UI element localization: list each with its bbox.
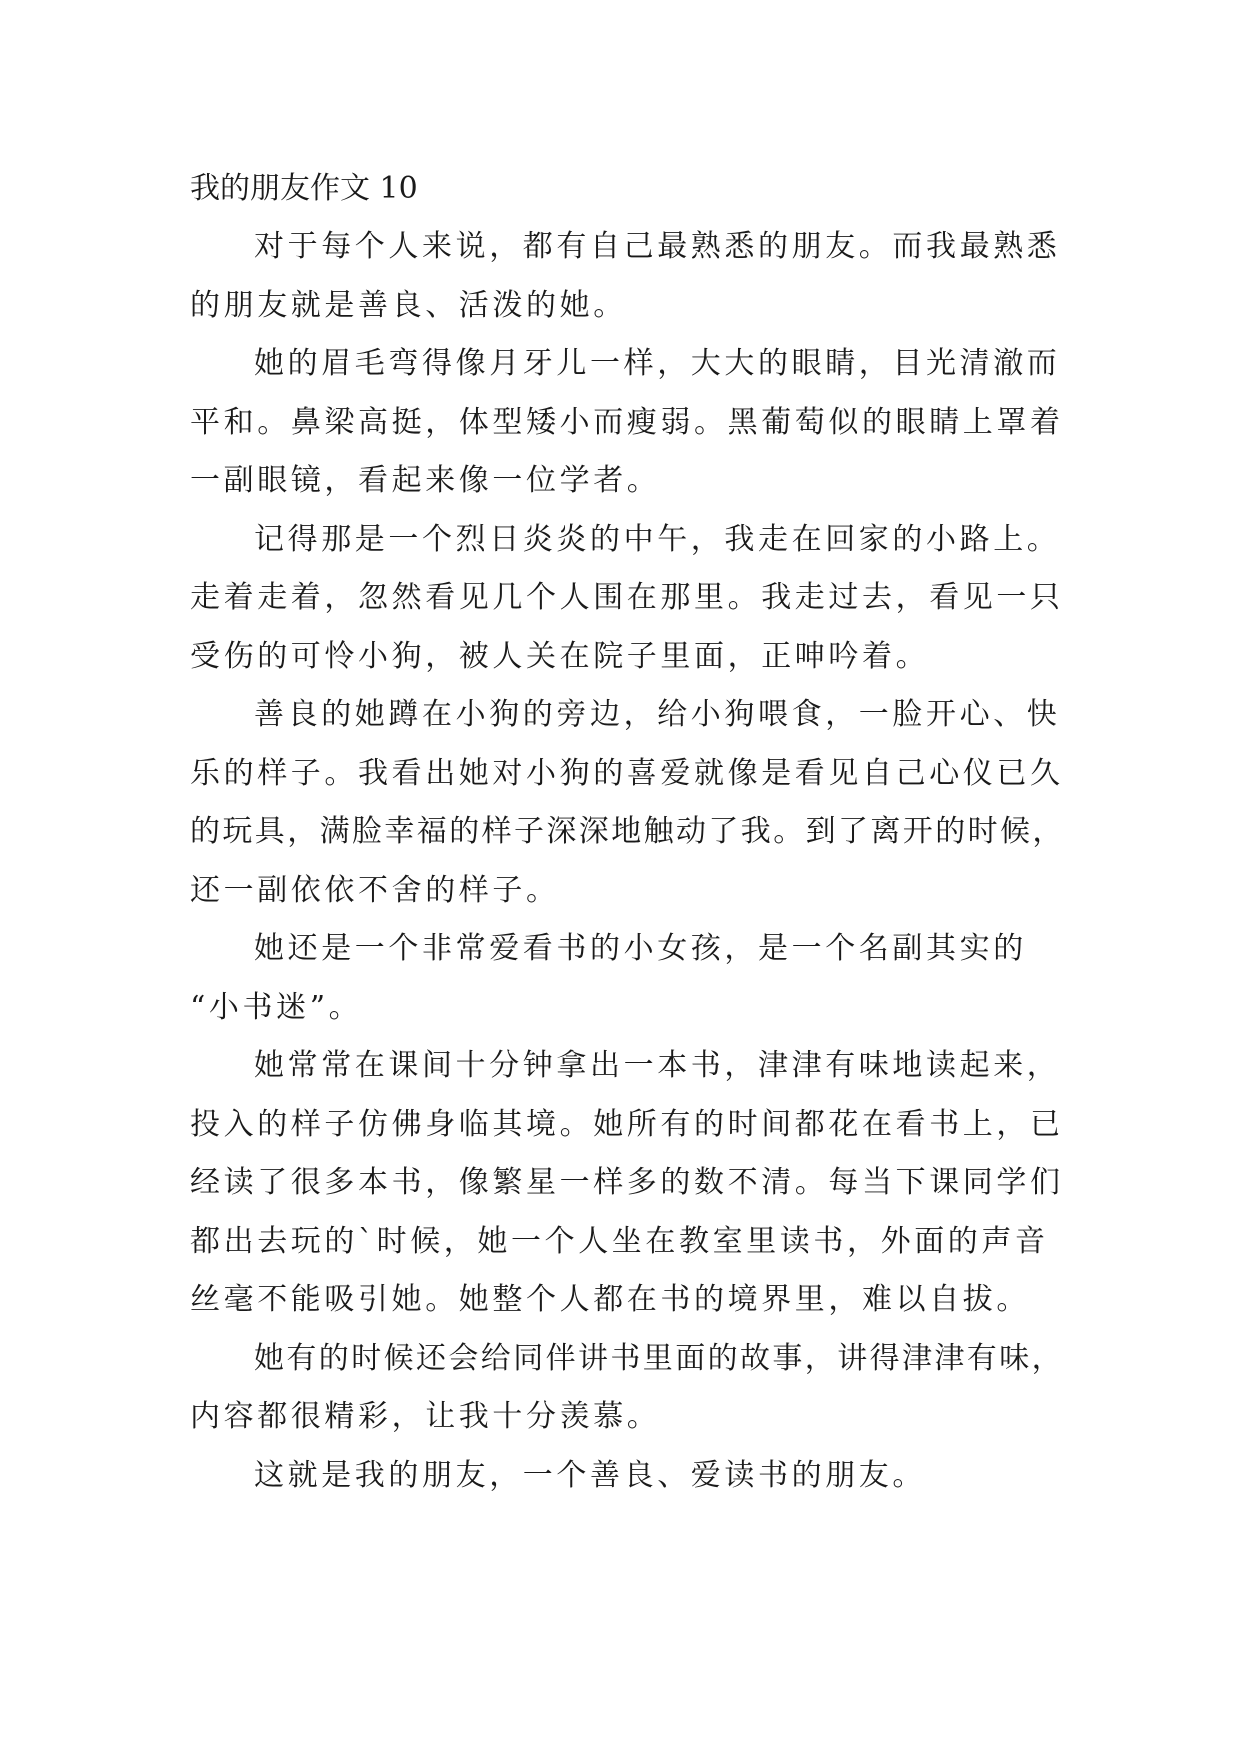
paragraph-line: 还一副依依不舍的样子。	[190, 872, 560, 908]
paragraph-line: 她有的时候还会给同伴讲书里面的故事，讲得津津有味，	[254, 1340, 1064, 1376]
paragraph-line: 乐的样子。我看出她对小狗的喜爱就像是看见自己心仪已久	[190, 755, 1064, 791]
paragraph	[190, 1447, 1070, 1506]
paragraph-line: 她的眉毛弯得像月牙儿一样，大大的眼睛，目光清澈而	[254, 346, 1061, 381]
paragraph-line: 这就是我的朋友，一个善良、爱读书的朋友。	[254, 1457, 926, 1493]
paragraph	[190, 1037, 1070, 1330]
paragraph	[190, 218, 1070, 335]
paragraph-line: 的朋友就是善良、活泼的她。	[190, 287, 627, 323]
paragraph-line: 她常常在课间十分钟拿出一本书，津津有味地读起来，	[254, 1048, 1061, 1083]
paragraph-line: 都出去玩的`时候，她一个人坐在教室里读书，外面的声音	[190, 1223, 1049, 1259]
paragraph	[190, 335, 1070, 511]
document-body	[190, 160, 1070, 1505]
paragraph-line: 投入的样子仿佛身临其境。她所有的时间都花在看书上，已	[190, 1106, 1064, 1142]
paragraph-line: 经读了很多本书，像繁星一样多的数不清。每当下课同学们	[190, 1165, 1064, 1200]
paragraph	[190, 511, 1070, 687]
paragraph-line: 内容都很精彩，让我十分羡慕。	[190, 1399, 661, 1434]
paragraph	[190, 920, 1070, 1037]
paragraph-line: 她还是一个非常爱看书的小女孩，是一个名副其实的	[254, 931, 1027, 966]
paragraph-line: “小书迷”。	[190, 989, 363, 1025]
paragraph-line: 善良的她蹲在小狗的旁边，给小狗喂食，一脸开心、快	[254, 697, 1061, 732]
paragraph-line: 记得那是一个烈日炎炎的中午，我走在回家的小路上。	[254, 521, 1061, 557]
paragraph	[190, 686, 1070, 920]
paragraph-line: 平和。鼻梁高挺，体型矮小而瘦弱。黑葡萄似的眼睛上罩着	[190, 404, 1064, 440]
paragraph	[190, 1330, 1070, 1447]
document-title: 我的朋友作文 10	[190, 171, 418, 206]
paragraph-line: 走着走着，忽然看见几个人围在那里。我走过去，看见一只	[190, 580, 1064, 615]
paragraph-line: 的玩具，满脸幸福的样子深深地触动了我。到了离开的时候，	[190, 814, 1065, 849]
paragraph-line: 受伤的可怜小狗，被人关在院子里面，正呻吟着。	[190, 638, 930, 674]
paragraph-line: 一副眼镜，看起来像一位学者。	[190, 463, 661, 498]
paragraph-line: 对于每个人来说，都有自己最熟悉的朋友。而我最熟悉	[254, 229, 1061, 264]
paragraph-line: 丝毫不能吸引她。她整个人都在书的境界里，难以自拔。	[190, 1282, 1030, 1317]
